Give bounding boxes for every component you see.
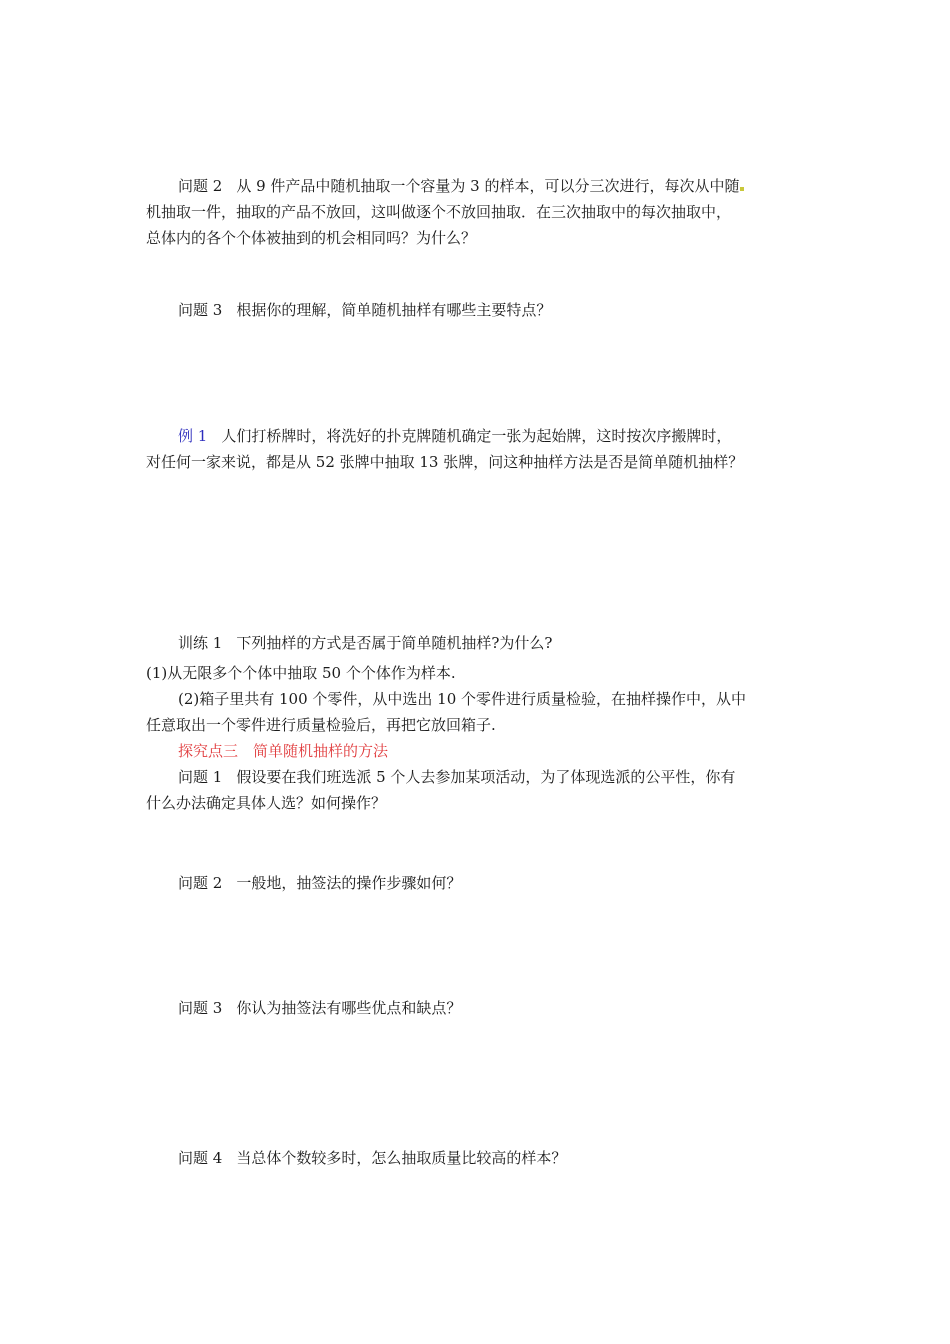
question-label: 问题 3 bbox=[178, 301, 223, 319]
question-label: 问题 3 bbox=[178, 999, 223, 1017]
question-text: 机抽取一件，抽取的产品不放回，这叫做逐个不放回抽取．在三次抽取中的每次抽取中， bbox=[146, 203, 732, 221]
question-text: 当总体个数较多时，怎么抽取质量比较高的样本？ bbox=[236, 1149, 567, 1167]
training-item-2: (2)箱子里共有 100 个零件，从中选出 10 个零件进行质量检验，在抽样操作中，从中 bbox=[178, 690, 747, 708]
question-text: 根据你的理解，简单随机抽样有哪些主要特点？ bbox=[236, 301, 552, 319]
section3-question-4-block bbox=[146, 1145, 806, 1171]
question-label: 问题 1 bbox=[178, 768, 223, 786]
question-label: 问题 2 bbox=[178, 177, 223, 195]
question-3-block bbox=[146, 297, 806, 323]
example-text: 人们打桥牌时，将洗好的扑克牌随机确定一张为起始牌，这时按次序搬牌时， bbox=[221, 427, 732, 445]
section-title: 探究点三 简单随机抽样的方法 bbox=[178, 742, 389, 760]
question-2-block bbox=[146, 173, 806, 251]
training-item-2-cont: 任意取出一个零件进行质量检验后，再把它放回箱子. bbox=[146, 716, 496, 734]
training-item-1: (1)从无限多个个体中抽取 50 个个体作为样本. bbox=[146, 664, 456, 682]
training-label: 训练 1 bbox=[178, 634, 223, 652]
question-label: 问题 4 bbox=[178, 1149, 223, 1167]
question-text: 你认为抽签法有哪些优点和缺点？ bbox=[236, 999, 462, 1017]
question-text: 一般地，抽签法的操作步骤如何？ bbox=[236, 874, 462, 892]
training-1-block bbox=[146, 630, 806, 816]
training-text: 下列抽样的方式是否属于简单随机抽样?为什么? bbox=[236, 634, 553, 652]
edit-mark-icon bbox=[740, 187, 744, 191]
section3-question-2-block bbox=[146, 870, 806, 896]
section3-question-3-block bbox=[146, 995, 806, 1021]
example-label: 例 1 bbox=[178, 427, 208, 445]
example-1-block bbox=[146, 423, 806, 475]
question-label: 问题 2 bbox=[178, 874, 223, 892]
example-text: 对任何一家来说，都是从 52 张牌中抽取 13 张牌，问这种抽样方法是否是简单随机抽样？ bbox=[146, 453, 744, 471]
question-text: 什么办法确定具体人选？如何操作？ bbox=[146, 794, 387, 812]
question-text: 假设要在我们班选派 5 个人去参加某项活动，为了体现选派的公平性，你有 bbox=[236, 768, 736, 786]
question-text: 从 9 件产品中随机抽取一个容量为 3 的样本，可以分三次进行，每次从中随 bbox=[236, 177, 740, 195]
question-text: 总体内的各个个体被抽到的机会相同吗？为什么？ bbox=[146, 229, 477, 247]
